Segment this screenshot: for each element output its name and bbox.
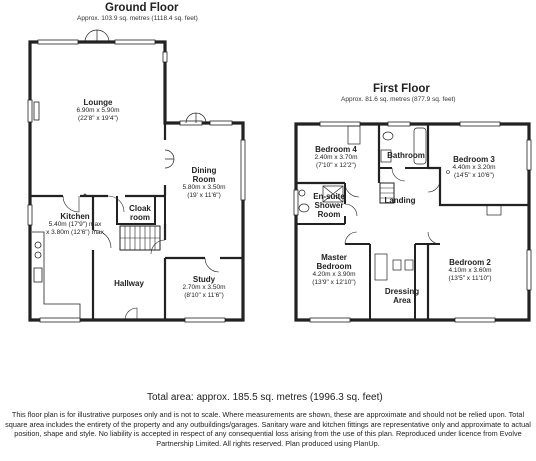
bedroom3-label <box>444 155 504 179</box>
first-floor-area: Approx. 81.6 sq. metres (877.9 sq. feet) <box>341 96 456 103</box>
room-name: Landing <box>384 196 416 205</box>
room-dimensions-metric: 2.40m x 3.70m <box>314 154 358 161</box>
room-name: room <box>130 213 150 222</box>
room-name: Lounge <box>83 98 113 107</box>
room-name: En-suite <box>313 192 345 201</box>
total-area: Total area: approx. 185.5 sq. metres (1996.3 sq. feet) <box>147 392 383 403</box>
room-dimensions-imperial: (8'10" x 11'6") <box>184 291 224 299</box>
room-dimensions-metric: 4.40m x 3.20m <box>452 164 496 171</box>
dining-room-label <box>174 166 234 199</box>
lounge-fireplace <box>34 102 39 120</box>
room-dimensions-metric: 5.80m x 3.50m <box>182 184 226 191</box>
room-name: Bedroom <box>316 262 352 271</box>
room-name: Dining <box>191 166 217 175</box>
room-name: Study <box>192 275 216 284</box>
room-name: Kitchen <box>60 212 90 221</box>
room-dimensions-imperial: (19' x 11'6") <box>187 191 221 199</box>
room-name: Cloak <box>129 204 151 213</box>
room-dimensions-imperial: (22'8" x 19'4") <box>78 114 118 122</box>
room-name: Hallway <box>114 279 144 288</box>
first-doors <box>345 168 450 244</box>
room-name: Master <box>321 253 347 262</box>
room-name: Shower <box>314 201 344 210</box>
room-dimensions-imperial: (13'9" x 12'10") <box>312 278 356 286</box>
ground-floor-area: Approx. 103.9 sq. metres (1118.4 sq. feet) <box>77 15 198 22</box>
bedroom2-label <box>440 258 500 282</box>
bedroom4-label <box>306 145 366 169</box>
room-name: Bathroom <box>387 151 425 160</box>
kitchen-label <box>45 212 105 236</box>
lounge-patio-doors <box>85 30 109 42</box>
room-name: Bedroom 4 <box>315 145 357 154</box>
dressing-area-label <box>379 287 425 305</box>
room-name: Area <box>393 296 411 305</box>
lounge-label <box>68 98 128 122</box>
landing-label <box>377 196 423 205</box>
dressing-walls <box>370 244 428 320</box>
study-label <box>174 275 234 299</box>
room-name: Dressing <box>384 287 420 296</box>
ensuite-label <box>306 192 352 219</box>
room-dimensions-metric: 6.90m x 5.90m <box>76 107 120 114</box>
room-dimensions-metric: 4.10m x 3.60m <box>448 267 492 274</box>
room-dimensions-imperial: (14'5" x 10'6") <box>454 171 494 179</box>
room-name: Bedroom 3 <box>453 155 495 164</box>
room-dimensions-metric: 4.20m x 3.90m <box>312 271 356 278</box>
disclaimer: This floor plan is for illustrative purposes only and is not to scale. Where measurements are shown, these are approximate and should not be relied upon. Total square area includes the entirety of the property and any outbuildings/garages. Sanitary ware and kitchen fittings are representative only and approximate to actual position, shape and style. No liability is accepted in respect of any consequential loss arising from the use of this plan. Reproduced under licence from Evolve Partnership Limited. All rights reserved. Plan produced using PlanUp. <box>5 410 531 448</box>
room-dimensions-metric: 5.40m (17'9") max <box>48 221 102 228</box>
ground-floor-title: Ground Floor <box>105 2 179 14</box>
hallway-label <box>104 279 154 288</box>
room-dimensions-metric: 2.70m x 3.50m <box>182 284 226 291</box>
room-name: Room <box>317 210 341 219</box>
first-floor-title: First Floor <box>373 83 430 95</box>
room-dimensions-imperial: (13'5" x 11'10") <box>448 274 492 282</box>
cloak-room-label <box>120 204 160 222</box>
master-bedroom-label <box>304 253 364 286</box>
room-name: Room <box>192 175 216 184</box>
room-dimensions-imperial: (7'10" x 12'2") <box>316 161 356 169</box>
bathroom-label <box>383 151 429 160</box>
room-name: Bedroom 2 <box>449 258 491 267</box>
room-dimensions-imperial: x 3.80m (12'6") max <box>46 228 104 236</box>
